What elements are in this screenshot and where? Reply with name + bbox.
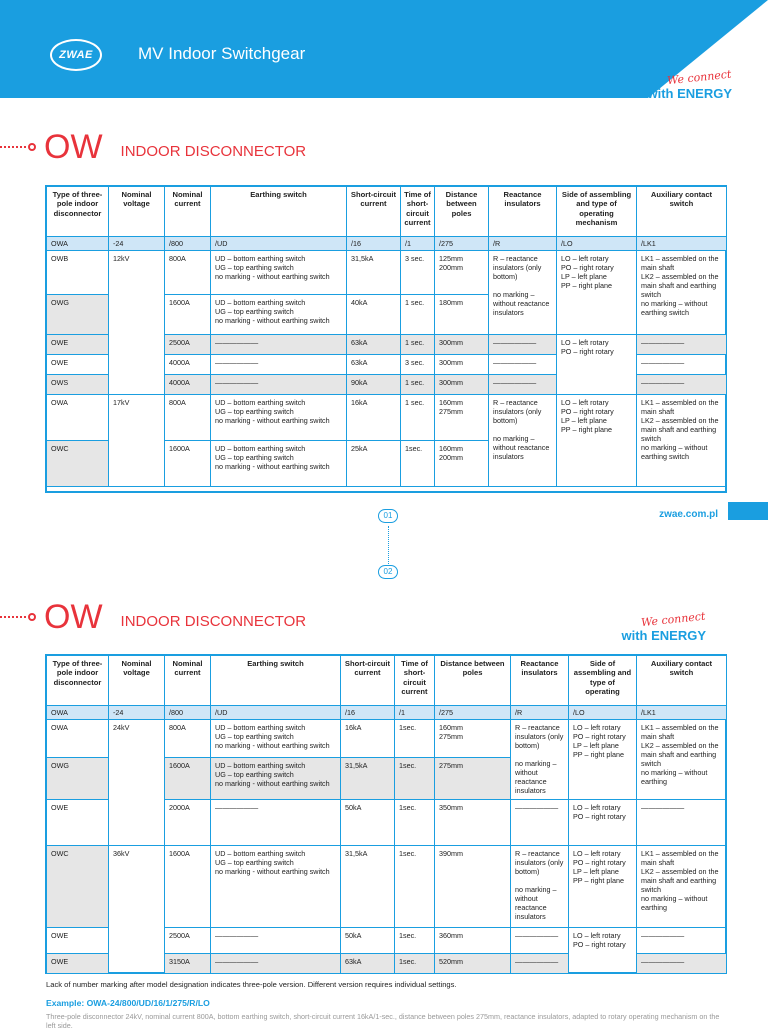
- reactance-cell: R – reactance insulators (only bottom) no marking – without reactance insulators: [511, 720, 569, 800]
- aux-cell: ——————: [637, 355, 727, 375]
- distance-cell: 300mm: [435, 355, 489, 375]
- earthing-cell: UD – bottom earthing switch UG – top earthing switch no marking - without earthing switch: [211, 441, 347, 487]
- aux-cell: ——————: [637, 800, 727, 846]
- site-bar: [728, 502, 768, 520]
- type-cell: OWA: [47, 720, 109, 758]
- t2-header-distance: Distance between poles: [435, 656, 511, 706]
- time-cell: 1sec.: [401, 441, 435, 487]
- code-cell: /LK1: [637, 706, 727, 720]
- sc-cell: 40kA: [347, 295, 401, 335]
- example-title: Example: OWA-24/800/UD/16/1/275/R/LO: [46, 998, 210, 1008]
- code-cell: /275: [435, 706, 511, 720]
- reactance-cell: ——————: [489, 355, 557, 375]
- t1-header-aux: Auxiliary contact switch: [637, 187, 727, 237]
- time-cell: 3 sec.: [401, 251, 435, 295]
- type-cell: OWC: [47, 441, 109, 487]
- type-cell: OWG: [47, 295, 109, 335]
- code-cell: /LK1: [637, 237, 727, 251]
- circle-marker-icon: [28, 143, 36, 151]
- page-number: 01: [378, 509, 398, 523]
- current-cell: 1600A: [165, 295, 211, 335]
- distance-cell: 300mm: [435, 375, 489, 395]
- sc-cell: 16kA: [347, 395, 401, 441]
- t2-header-time: Time of short-circuit current: [395, 656, 435, 706]
- dotted-line: [0, 146, 26, 148]
- code-cell: /UD: [211, 237, 347, 251]
- earthing-cell: UD – bottom earthing switch UG – top earthing switch no marking - without earthing switch: [211, 295, 347, 335]
- t1-header-time: Time of short-circuit current: [401, 187, 435, 237]
- distance-cell: 300mm: [435, 335, 489, 355]
- t2-header-type: Type of three-pole indoor disconnector: [47, 656, 109, 706]
- sc-cell: 50kA: [341, 928, 395, 954]
- type-cell: OWC: [47, 846, 109, 928]
- section2-code: OW: [44, 598, 103, 636]
- reactance-cell: R – reactance insulators (only bottom) no marking – without reactance insulators: [511, 846, 569, 928]
- earthing-cell: ——————: [211, 800, 341, 846]
- earthing-cell: ——————: [211, 375, 347, 395]
- current-cell: 2500A: [165, 928, 211, 954]
- current-cell: 2000A: [165, 800, 211, 846]
- slogan-line1: We connect: [640, 609, 707, 630]
- t1-header-earthing: Earthing switch: [211, 187, 347, 237]
- code-cell: OWA: [47, 237, 109, 251]
- sc-cell: 90kA: [347, 375, 401, 395]
- side-cell: LO – left rotary PO – right rotary LP – left plane PP – right plane: [569, 720, 637, 800]
- slogan-line2: with ENERGY: [621, 628, 706, 643]
- current-cell: 800A: [165, 720, 211, 758]
- t2-header-earthing: Earthing switch: [211, 656, 341, 706]
- aux-cell: LK1 – assembled on the main shaft LK2 – assembled on the main shaft and earthing switch no marking – without earthing: [637, 846, 727, 928]
- t1-header-reactance: Reactance insulators: [489, 187, 557, 237]
- sc-cell: 31,5kA: [347, 251, 401, 295]
- earthing-cell: ——————: [211, 928, 341, 954]
- code-cell: /800: [165, 706, 211, 720]
- t2-header-aux: Auxiliary contact switch: [637, 656, 727, 706]
- slogan-line1: We connect: [666, 67, 733, 88]
- table-row: [47, 251, 727, 295]
- voltage-cell: 24kV: [109, 720, 165, 846]
- sc-cell: 63kA: [347, 355, 401, 375]
- distance-cell: 350mm: [435, 800, 511, 846]
- slogan-line2: with ENERGY: [647, 86, 732, 101]
- time-cell: 1sec.: [395, 928, 435, 954]
- type-cell: OWE: [47, 355, 109, 375]
- current-cell: 1600A: [165, 846, 211, 928]
- slogan-2: [621, 609, 707, 643]
- distance-cell: 180mm: [435, 295, 489, 335]
- reactance-cell: ——————: [511, 954, 569, 974]
- aux-cell: ——————: [637, 335, 727, 355]
- reactance-cell: ——————: [511, 928, 569, 954]
- t1-header-sc: Short-circuit current: [347, 187, 401, 237]
- aux-cell: LK1 – assembled on the main shaft LK2 – assembled on the main shaft and earthing switch no marking – without earthing switch: [637, 251, 727, 335]
- distance-cell: 125mm 200mm: [435, 251, 489, 295]
- section1-title: INDOOR DISCONNECTOR: [120, 142, 307, 160]
- reactance-cell: ——————: [489, 375, 557, 395]
- header-title: MV Indoor Switchgear: [138, 44, 306, 63]
- aux-cell: LK1 – assembled on the main shaft LK2 – assembled on the main shaft and earthing switch no marking – without earthing: [637, 720, 727, 800]
- t1-header-current: Nominal current: [165, 187, 211, 237]
- t2-header-current: Nominal current: [165, 656, 211, 706]
- page-number: 02: [378, 565, 398, 579]
- reactance-cell: ——————: [489, 335, 557, 355]
- dotted-line: [0, 616, 26, 618]
- code-cell: /R: [489, 237, 557, 251]
- table-row: [47, 720, 727, 758]
- t1-code-row: [47, 237, 727, 251]
- code-cell: /LO: [557, 237, 637, 251]
- code-cell: /1: [395, 706, 435, 720]
- t1-header-voltage: Nominal voltage: [109, 187, 165, 237]
- t1-header-type: Type of three-pole indoor disconnector: [47, 187, 109, 237]
- distance-cell: 160mm 275mm: [435, 395, 489, 441]
- earthing-cell: UD – bottom earthing switch UG – top earthing switch no marking - without earthing switch: [211, 846, 341, 928]
- side-cell: LO – left rotary PO – right rotary: [557, 335, 637, 395]
- sc-cell: 31,5kA: [341, 758, 395, 800]
- time-cell: 1 sec.: [401, 335, 435, 355]
- aux-cell: ——————: [637, 954, 727, 974]
- time-cell: 1 sec.: [401, 395, 435, 441]
- earthing-cell: ——————: [211, 335, 347, 355]
- t2-header-voltage: Nominal voltage: [109, 656, 165, 706]
- section1-code: OW: [44, 128, 103, 166]
- circle-marker-icon: [28, 613, 36, 621]
- side-cell: LO – left rotary PO – right rotary LP – left plane PP – right plane: [557, 395, 637, 487]
- current-cell: 3150A: [165, 954, 211, 974]
- earthing-cell: UD – bottom earthing switch UG – top earthing switch no marking - without earthing switch: [211, 395, 347, 441]
- t2-code-row: [47, 706, 727, 720]
- current-cell: 2500A: [165, 335, 211, 355]
- distance-cell: 160mm 275mm: [435, 720, 511, 758]
- earthing-cell: UD – bottom earthing switch UG – top earthing switch no marking - without earthing switch: [211, 758, 341, 800]
- sc-cell: 16kA: [341, 720, 395, 758]
- distance-cell: 160mm 200mm: [435, 441, 489, 487]
- distance-cell: 390mm: [435, 846, 511, 928]
- reactance-cell: ——————: [511, 800, 569, 846]
- t2-header-side: Side of assembling and type of operating: [569, 656, 637, 706]
- section2-head: [0, 600, 306, 634]
- distance-cell: 360mm: [435, 928, 511, 954]
- voltage-cell: 36kV: [109, 846, 165, 974]
- sc-cell: 31,5kA: [341, 846, 395, 928]
- side-cell: LO – left rotary PO – right rotary: [569, 800, 637, 846]
- example-text: Three-pole disconnector 24kV, nominal current 800A, bottom earthing switch, short-circuit current 16kA/1-sec., distance between poles 275mm, reactance insulators, adapted to rotary operating mechanism on the left side.: [46, 1012, 720, 1030]
- aux-cell: ——————: [637, 375, 727, 395]
- t2-header-reactance: Reactance insulators: [511, 656, 569, 706]
- code-cell: /UD: [211, 706, 341, 720]
- zwae-logo: ZWAE: [50, 39, 102, 71]
- type-cell: OWE: [47, 928, 109, 954]
- distance-cell: 275mm: [435, 758, 511, 800]
- code-cell: /800: [165, 237, 211, 251]
- table1: [46, 186, 727, 487]
- t1-header-distance: Distance between poles: [435, 187, 489, 237]
- type-cell: OWG: [47, 758, 109, 800]
- aux-cell: ——————: [637, 928, 727, 954]
- earthing-cell: UD – bottom earthing switch UG – top earthing switch no marking - without earthing switch: [211, 251, 347, 295]
- time-cell: 1sec.: [395, 954, 435, 974]
- reactance-cell: R – reactance insulators (only bottom) no marking – without reactance insulators: [489, 251, 557, 335]
- table2: [46, 655, 727, 974]
- slogan: [647, 67, 733, 101]
- code-cell: OWA: [47, 706, 109, 720]
- reactance-cell: R – reactance insulators (only bottom) no marking – without reactance insulators: [489, 395, 557, 487]
- earthing-cell: ——————: [211, 954, 341, 974]
- type-cell: OWS: [47, 375, 109, 395]
- table-row: [47, 846, 727, 928]
- side-cell: LO – left rotary PO – right rotary LP – left plane PP – right plane: [569, 846, 637, 928]
- current-cell: 1600A: [165, 441, 211, 487]
- t2-header-sc: Short-circuit current: [341, 656, 395, 706]
- code-cell: /1: [401, 237, 435, 251]
- time-cell: 1sec.: [395, 720, 435, 758]
- side-cell: LO – left rotary PO – right rotary LP – left plane PP – right plane: [557, 251, 637, 335]
- footnote: Lack of number marking after model designation indicates three-pole version. Different version requires individual settings.: [46, 980, 457, 989]
- sc-cell: 50kA: [341, 800, 395, 846]
- code-cell: -24: [109, 237, 165, 251]
- site-link[interactable]: zwae.com.pl: [659, 509, 718, 520]
- voltage-cell: 17kV: [109, 395, 165, 487]
- code-cell: -24: [109, 706, 165, 720]
- sc-cell: 63kA: [347, 335, 401, 355]
- table-row: [47, 395, 727, 441]
- type-cell: OWE: [47, 954, 109, 974]
- section2-title: INDOOR DISCONNECTOR: [120, 612, 307, 630]
- time-cell: 3 sec.: [401, 355, 435, 375]
- sc-cell: 25kA: [347, 441, 401, 487]
- t1-header-side: Side of assembling and type of operating mechanism: [557, 187, 637, 237]
- time-cell: 1sec.: [395, 800, 435, 846]
- code-cell: /R: [511, 706, 569, 720]
- distance-cell: 520mm: [435, 954, 511, 974]
- page-divider: [388, 526, 389, 564]
- current-cell: 4000A: [165, 375, 211, 395]
- aux-cell: LK1 – assembled on the main shaft LK2 – assembled on the main shaft and earthing switch no marking – without earthing switch: [637, 395, 727, 487]
- side-cell: LO – left rotary PO – right rotary: [569, 928, 637, 974]
- current-cell: 4000A: [165, 355, 211, 375]
- type-cell: OWE: [47, 800, 109, 846]
- time-cell: 1sec.: [395, 846, 435, 928]
- current-cell: 800A: [165, 251, 211, 295]
- time-cell: 1 sec.: [401, 295, 435, 335]
- type-cell: OWA: [47, 395, 109, 441]
- time-cell: 1 sec.: [401, 375, 435, 395]
- time-cell: 1sec.: [395, 758, 435, 800]
- type-cell: OWE: [47, 335, 109, 355]
- earthing-cell: UD – bottom earthing switch UG – top earthing switch no marking - without earthing switch: [211, 720, 341, 758]
- sc-cell: 63kA: [341, 954, 395, 974]
- code-cell: /16: [341, 706, 395, 720]
- section1-head: [0, 130, 306, 164]
- earthing-cell: ——————: [211, 355, 347, 375]
- code-cell: /16: [347, 237, 401, 251]
- current-cell: 1600A: [165, 758, 211, 800]
- current-cell: 800A: [165, 395, 211, 441]
- type-cell: OWB: [47, 251, 109, 295]
- code-cell: /275: [435, 237, 489, 251]
- code-cell: /LO: [569, 706, 637, 720]
- voltage-cell: 12kV: [109, 251, 165, 395]
